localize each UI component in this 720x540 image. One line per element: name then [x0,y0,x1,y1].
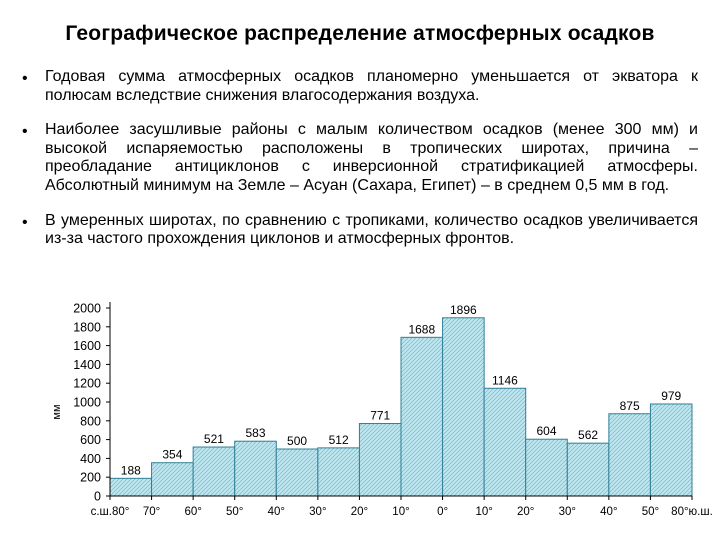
bullet-item [22,121,698,195]
data-label: 354 [162,447,183,462]
data-label: 1688 [408,322,436,337]
bar [484,388,526,496]
data-label: 562 [578,428,599,443]
y-tick-label: 800 [80,414,101,429]
x-tick-label: 40° [267,506,285,518]
y-tick-label: 400 [80,451,101,466]
x-tick-label: 80°ю.ш. [671,506,713,518]
x-tick-label: 60° [184,506,202,518]
data-label: 521 [203,432,224,447]
x-tick-label: 40° [600,506,618,518]
data-label: 500 [287,434,308,448]
y-tick-label: 0 [94,489,101,504]
bar [318,448,360,496]
bar [276,449,318,496]
bar [650,404,692,496]
y-tick-label: 1400 [73,357,101,372]
bar [193,447,235,496]
bullet-list [22,68,698,265]
bar [401,337,443,496]
x-tick-label: с.ш.80° [90,506,130,518]
data-label: 583 [245,426,266,441]
y-tick-label: 1000 [73,395,101,410]
y-tick-label: 1600 [73,339,101,354]
y-tick-label: 2000 [73,301,101,316]
bullet-marker: • [22,70,28,87]
bar [359,424,401,496]
bullet-text: Наиболее засушливые районы с малым количеством осадков (менее 300 мм) и высокой испаряемостью расположены в тропических широтах, причина – преобладание антициклонов с инверсионной стратификацией атмосферы. Абсолютный минимум на Земле – Асуан (Сахара, Египет) – в среднем 0,5 мм в год. [45,121,698,194]
bar [235,441,277,496]
bullet-text: В умеренных широтах, по сравнению с тропиками, количество осадков увеличивается из-за частого прохождения циклонов и атмосферных фронтов. [45,211,698,248]
bar [526,439,568,496]
x-tick-label: 10° [475,506,493,518]
bullet-item [22,212,698,249]
bullet-marker: • [22,213,28,231]
y-tick-label: 1200 [73,376,101,391]
x-tick-label: 70° [142,506,161,518]
data-label: 604 [536,424,557,439]
bullet-item [22,68,698,105]
bar [110,478,152,496]
x-tick-label: 20° [350,506,369,518]
x-tick-label: 30° [558,506,576,518]
bar [567,443,609,496]
data-label: 512 [328,432,349,447]
data-label: 1896 [450,302,477,317]
precipitation-bar-chart [0,290,720,540]
page-title: Географическое распределение атмосферных осадков [65,22,655,45]
data-label: 771 [370,408,391,423]
bullet-text: Годовая сумма атмосферных осадков планомерно уменьшается от экватора к полюсам вследствие снижения влагосодержания воздуха. [45,68,698,104]
data-label: 875 [619,398,640,413]
bullet-marker: • [22,123,28,141]
bars-layer [110,318,692,496]
x-tick-label: 30° [309,506,327,518]
data-label: 1146 [492,373,518,388]
y-axis-label: мм [51,404,63,420]
x-tick-label: 0° [437,506,449,518]
data-label: 979 [661,388,682,403]
y-tick-label: 1800 [73,320,101,335]
bar [152,463,194,496]
x-tick-label: 10° [392,506,410,518]
bar [609,414,651,496]
y-tick-label: 200 [80,470,101,485]
x-tick-label: 50° [226,506,244,518]
x-tick-label: 50° [641,506,660,518]
x-tick-label: 20° [517,506,535,518]
y-tick-label: 600 [80,433,101,448]
bar [443,318,485,496]
data-label: 188 [120,463,141,478]
